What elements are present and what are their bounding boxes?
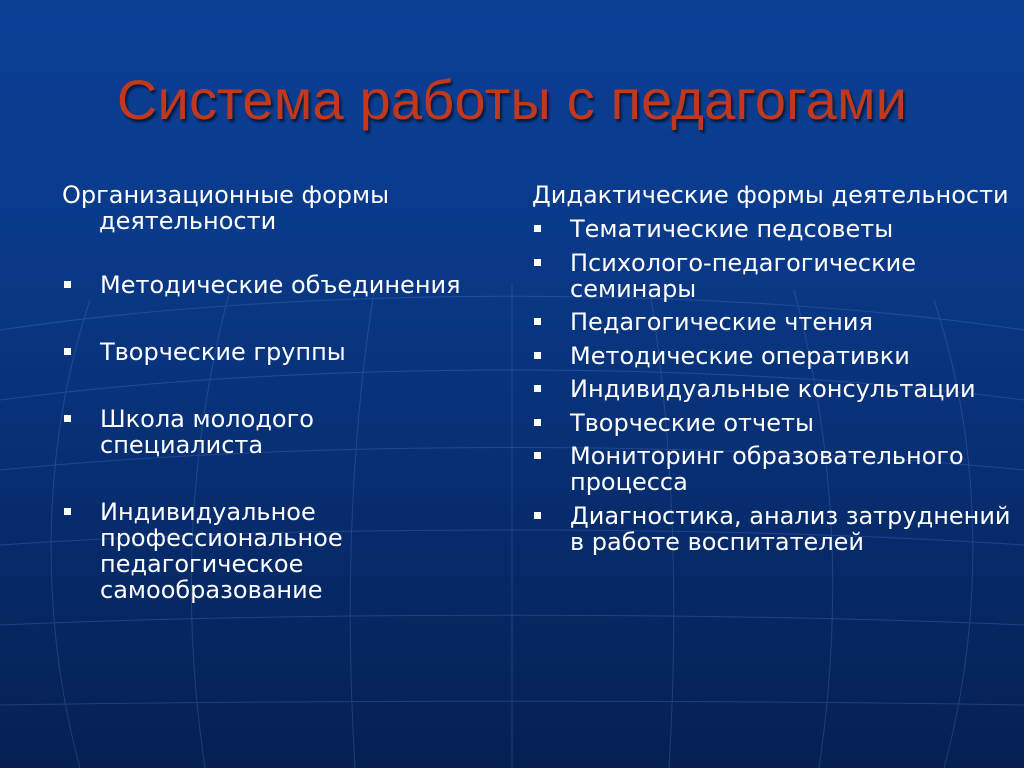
- list-item: [62, 272, 482, 298]
- list-item-text: Творческие отчеты: [570, 408, 814, 437]
- slide-title: Система работы с педагогами: [116, 68, 908, 131]
- square-bullet-icon: [64, 415, 71, 422]
- square-bullet-icon: [64, 281, 71, 288]
- list-item: [532, 343, 1012, 369]
- square-bullet-icon: [534, 419, 541, 426]
- square-bullet-icon: [534, 452, 541, 459]
- left-column-list: [62, 272, 482, 603]
- square-bullet-icon: [64, 508, 71, 515]
- list-item-text: Школа молодого специалиста: [100, 405, 314, 459]
- list-item-text: Мониторинг образовательного процесса: [570, 442, 964, 496]
- list-item-text: Индивидуальное профессиональное педагогическое самообразование: [100, 498, 343, 604]
- list-item-text: Тематические педсоветы: [570, 215, 894, 243]
- list-item-text: Диагностика, анализ затруднений в работе воспитателей: [570, 501, 1011, 556]
- list-item-text: Методические объединения: [100, 271, 461, 299]
- right-column: [532, 182, 1012, 562]
- list-item: [532, 216, 1012, 242]
- list-item: [532, 376, 1012, 402]
- list-item: [532, 309, 1012, 335]
- square-bullet-icon: [64, 348, 71, 355]
- list-item: [62, 499, 482, 603]
- left-column: [62, 182, 482, 644]
- list-item: [532, 250, 1012, 302]
- right-column-list: [532, 216, 1012, 555]
- list-item-text: Творческие группы: [100, 338, 346, 366]
- list-item-text: Индивидуальные консультации: [570, 375, 976, 403]
- right-column-heading: Дидактические формы деятельности: [532, 181, 1009, 209]
- list-item: [532, 410, 1012, 436]
- square-bullet-icon: [534, 385, 541, 392]
- square-bullet-icon: [534, 259, 541, 266]
- square-bullet-icon: [534, 225, 541, 232]
- list-item: [532, 503, 1012, 555]
- square-bullet-icon: [534, 352, 541, 359]
- left-column-heading: Организационные формы деятельности: [62, 181, 390, 235]
- list-item-text: Методические оперативки: [570, 341, 910, 370]
- square-bullet-icon: [534, 512, 541, 519]
- list-item: [62, 339, 482, 365]
- list-item: [532, 443, 1012, 495]
- list-item: [62, 406, 482, 458]
- list-item-text: Психолого-педагогические семинары: [570, 248, 916, 303]
- list-item-text: Педагогические чтения: [570, 308, 873, 336]
- square-bullet-icon: [534, 318, 541, 325]
